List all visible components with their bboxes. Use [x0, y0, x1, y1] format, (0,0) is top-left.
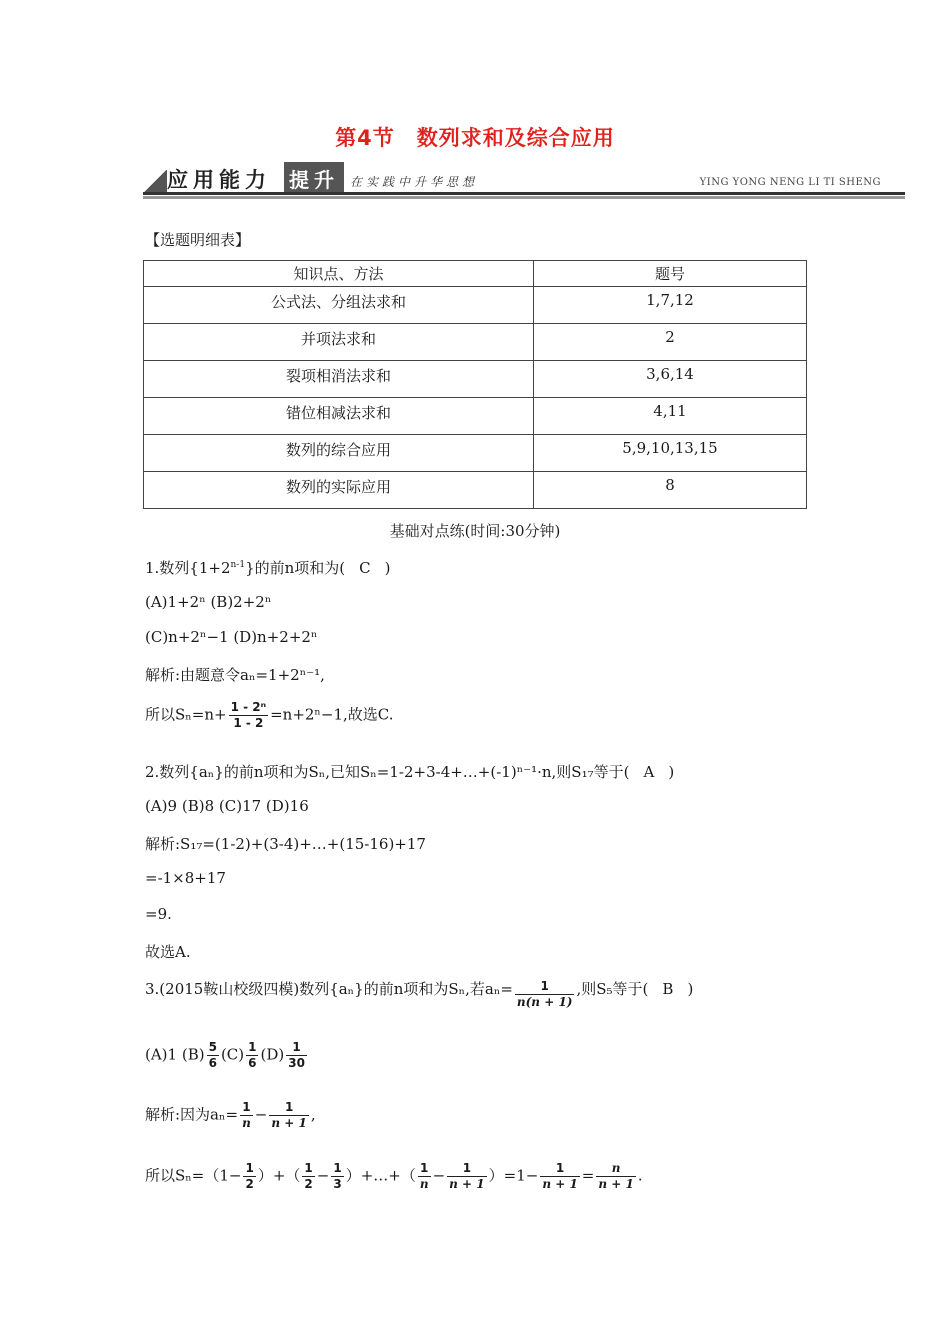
banner-decoration — [143, 170, 167, 192]
denominator: 3 — [333, 1177, 342, 1191]
table-cell: 公式法、分组法求和 — [144, 287, 534, 324]
solution-text: ）=1− — [488, 1166, 539, 1185]
fraction — [418, 1161, 431, 1192]
banner-rule-shadow — [143, 196, 905, 199]
question-3-solution-line — [145, 1161, 643, 1192]
denominator: 6 — [248, 1056, 257, 1070]
numerator: 1 — [245, 1161, 254, 1175]
question-text: 2.数列{aₙ}的前n项和为Sₙ,已知Sₙ=1-2+3-4+…+(-1)ⁿ⁻¹·n,则S₁₇等于( — [145, 763, 630, 781]
banner-boxed-heading: 提升 — [284, 162, 344, 195]
numerator: 5 — [208, 1040, 217, 1054]
solution-text: ）+（ — [257, 1166, 301, 1185]
table-cell: 1,7,12 — [534, 287, 807, 324]
table-row — [144, 287, 807, 324]
fraction — [269, 1100, 308, 1131]
denominator-text: n — [242, 1116, 251, 1130]
option-text: (D) — [260, 1045, 285, 1064]
denominator-text: n + 1 — [598, 1177, 634, 1191]
numerator: 1 — [540, 1161, 579, 1177]
fraction — [243, 1161, 255, 1192]
question-2-options: (A)9 (B)8 (C)17 (D)16 — [145, 797, 309, 815]
numerator: 1 — [515, 979, 575, 995]
fraction — [540, 1161, 579, 1192]
denominator: 6 — [208, 1056, 217, 1070]
fraction — [596, 1161, 635, 1192]
question-text: }的前n项和为( — [245, 559, 346, 577]
question-1-solution: 解析:由题意令aₙ=1+2ⁿ⁻¹, — [145, 666, 325, 684]
question-2-conclusion: 故选A. — [145, 943, 191, 961]
table-cell: 裂项相消法求和 — [144, 361, 534, 398]
fraction — [447, 1161, 486, 1192]
fraction — [331, 1161, 343, 1192]
question-2-solution-line: =9. — [145, 905, 172, 923]
banner-pinyin: YING YONG NENG LI TI SHENG — [699, 177, 881, 188]
question-2-solution: 解析:S₁₇=(1-2)+(3-4)+…+(15-16)+17 — [145, 835, 426, 853]
numerator: 1 - 2ⁿ — [230, 700, 267, 714]
numerator: 1 — [286, 1040, 307, 1056]
denominator — [515, 995, 575, 1010]
numerator: 1 — [333, 1161, 342, 1175]
section-banner — [143, 160, 905, 200]
page-title: 第4节 数列求和及综合应用 — [335, 126, 615, 150]
denominator: 2 — [304, 1177, 313, 1191]
numerator — [596, 1161, 635, 1177]
fraction — [302, 1161, 314, 1192]
solution-text: 所以Sₙ=（1− — [145, 1166, 242, 1185]
denominator: 2 — [245, 1177, 254, 1191]
table-row — [144, 435, 807, 472]
question-2-solution-line: =-1×8+17 — [145, 869, 226, 887]
denominator-text: n — [419, 1177, 429, 1191]
numerator: 1 — [248, 1040, 257, 1054]
denominator — [447, 1177, 486, 1192]
banner-subtitle: 在实践中升华思想 — [350, 175, 479, 189]
solution-text: − — [432, 1166, 446, 1185]
solution-text: − — [316, 1166, 330, 1185]
question-text: ) — [668, 763, 675, 781]
topic-table — [143, 260, 807, 509]
table-cell: 数列的综合应用 — [144, 435, 534, 472]
banner-rule — [143, 192, 905, 195]
denominator — [240, 1116, 253, 1131]
denominator-text: n + 1 — [271, 1116, 307, 1130]
question-text: ) — [687, 980, 694, 998]
table-cell: 5,9,10,13,15 — [534, 435, 807, 472]
fraction — [246, 1040, 258, 1071]
question-1-options-cd: (C)n+2ⁿ−1 (D)n+2+2ⁿ — [145, 628, 318, 646]
solution-text: . — [637, 1166, 643, 1185]
denominator-text: n(n + 1) — [516, 995, 573, 1009]
solution-text: = — [581, 1166, 595, 1185]
solution-text: , — [310, 1105, 316, 1124]
solution-text: =n+2ⁿ−1,故选C. — [270, 705, 394, 724]
solution-text: 解析:因为aₙ= — [145, 1105, 239, 1124]
question-3-options — [145, 1040, 309, 1071]
table-cell: 数列的实际应用 — [144, 472, 534, 509]
question-text: 3.(2015鞍山校级四模)数列{aₙ}的前n项和为Sₙ,若aₙ= — [145, 980, 513, 998]
numerator: 1 — [418, 1161, 431, 1177]
numerator: 1 — [447, 1161, 486, 1177]
table-cell: 错位相减法求和 — [144, 398, 534, 435]
solution-text: 所以Sₙ=n+ — [145, 705, 227, 724]
question-1-solution-line — [145, 700, 394, 731]
question-3-stem — [145, 978, 693, 1010]
numerator: 1 — [304, 1161, 313, 1175]
table-header-cell: 知识点、方法 — [144, 261, 534, 287]
fraction — [515, 979, 575, 1010]
answer-choice: A — [643, 763, 655, 781]
denominator — [269, 1116, 308, 1131]
denominator: 30 — [288, 1056, 305, 1070]
table-row — [144, 472, 807, 509]
denominator — [418, 1177, 431, 1192]
question-2-stem — [145, 761, 674, 782]
question-1-stem — [145, 557, 391, 578]
table-cell: 2 — [534, 324, 807, 361]
denominator — [540, 1177, 579, 1192]
table-row — [144, 324, 807, 361]
question-3-solution — [145, 1100, 316, 1131]
table-header-cell: 题号 — [534, 261, 807, 287]
fraction — [286, 1040, 307, 1071]
denominator — [596, 1177, 635, 1192]
solution-text: ）+…+（ — [345, 1166, 416, 1185]
table-cell: 并项法求和 — [144, 324, 534, 361]
numerator: 1 — [269, 1100, 308, 1116]
answer-choice: B — [662, 980, 674, 998]
denominator-text: n + 1 — [542, 1177, 578, 1191]
denominator: 1 - 2 — [233, 716, 264, 730]
numerator-text: n — [611, 1161, 621, 1175]
option-text: (A)1 (B) — [145, 1045, 205, 1064]
table-cell: 4,11 — [534, 398, 807, 435]
section-header: 【选题明细表】 — [145, 231, 251, 249]
table-cell: 3,6,14 — [534, 361, 807, 398]
exponent: n-1 — [230, 560, 246, 570]
answer-choice: C — [359, 559, 371, 577]
denominator-text: n + 1 — [449, 1177, 485, 1191]
table-cell: 8 — [534, 472, 807, 509]
fraction — [207, 1040, 219, 1071]
fraction — [229, 700, 269, 731]
numerator: 1 — [240, 1100, 253, 1116]
table-row — [144, 361, 807, 398]
question-text: 1.数列{1+2 — [145, 559, 231, 577]
question-text: ) — [384, 559, 391, 577]
practice-title: 基础对点练(时间:30分钟) — [389, 522, 561, 540]
banner-heading: 应用能力 — [167, 168, 271, 192]
table-header-row — [144, 261, 807, 287]
question-1-options-ab: (A)1+2ⁿ (B)2+2ⁿ — [145, 593, 272, 611]
solution-text: − — [254, 1105, 268, 1124]
table-row — [144, 398, 807, 435]
question-text: ,则S₅等于( — [576, 980, 649, 998]
fraction — [240, 1100, 253, 1131]
option-text: (C) — [220, 1045, 245, 1064]
